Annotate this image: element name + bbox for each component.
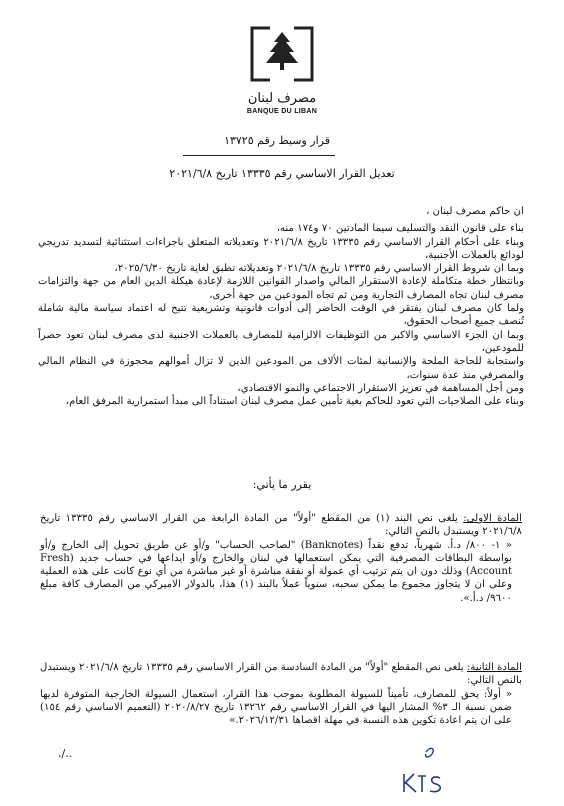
- article-one-intro: يلغى نص البند (١) من المقطع "أولاً" من المادة الرابعة من القرار الاساسي رقم ١٣٣٣٥ تاريخ ٢٠٢١/٦/٨ ويستبدل بالنص التالي:: [40, 513, 522, 538]
- preamble-line: واستجابة للحاجة الملحة والإنسانية لمئات الألاف من المودعين الذين لا تزال أموالهم محجوزة في النظام المالي والمصرفي منذ عدة سنوات،: [38, 356, 524, 381]
- preamble-line: ولما كان مصرف لبنان يفتقر في الوقت الحاضر إلى أدوات قانونية وتشريعية تتيح له اعتماد سياسة مالية شاملة تُنصف جميع أصحاب الحقوق،: [38, 303, 524, 328]
- document-subject: تعديل القرار الاساسي رقم ١٣٣٣٥ تاريخ ٢٠٢١/٦/٨: [169, 167, 395, 180]
- article-two-label: المادة الثانية:: [467, 662, 522, 673]
- article-two-item: « أولاً: يحق للمصارف، تأميناً للسيولة المطلوبة بموجب هذا القرار، استعمال السيولة الخارجية المتوفرة لديها ضمن نسبة الـ ٣% المشار اليها في القرار الاساسي رقم ١٣٢٦٢ تاريخ ٢٠٢٠/٨/٢٧ (التعميم الاساسي رقم ١٥٤) على ان يتم اعادة تكوين هذه النسبة في مهلة اقصاها ٢٠٢٦/١٢/٣١.»: [40, 688, 512, 727]
- preamble-line: ومن أجل المساهمة في تعزيز الاستقرار الاجتماعي والنمو الاقتصادي،: [237, 382, 524, 394]
- preamble-line: بناء على قانون النقد والتسليف سيما المادتين ٧٠ و١٧٤ منه،: [276, 223, 524, 235]
- preamble-line: وبانتظار خطة متكاملة لإعادة الاستقرار المالي واصدار القوانين اللازمة لإعادة هيكلة الدين العام من جهة والتزامات مصرف لبنان تجاه المصارف التجارية ومن ثم تجاه المودعين من جهة أخرى،: [38, 276, 524, 301]
- preamble-line: وبناء على أحكام القرار الاساسي رقم ١٣٣٣٥ تاريخ ٢٠٢١/٦/٨ وتعديلاته المتعلق باجراءات استثنائية لتسديد تدريجي لودائع بالعملات الأجنبية،: [38, 236, 525, 261]
- cedar-logo-icon: [244, 26, 320, 82]
- preamble: [38, 205, 524, 408]
- article-one-label: المادة الاولى:: [463, 513, 522, 524]
- decision-number: قرار وسيط رقم ١٣٧٢٥: [224, 134, 330, 147]
- article-two-intro: يلغى نص المقطع "أولاً" من المادة السادسة من القرار الاساسي رقم ١٣٣٣٥ تاريخ ٢٠٢١/٦/٨ ويستبدل بالنص التالي:: [40, 662, 522, 687]
- decides-heading: يقرر ما يأتي:: [252, 478, 312, 491]
- signature-initials: [396, 744, 476, 796]
- continuation-mark: ./..: [58, 747, 73, 760]
- article-one-item: « ١- ٨٠٠/ د.أ. شهرياً، تدفع نقداً (Banknotes) "لصاحب الحساب" و/أو عن طريق تحويل إلى الخارج و/أو بواسطة البطاقات المصرفية التي يمكن استعمالها في لبنان والخارج و/أو ايداعها في حساب جديد (Fresh Account) وذلك دون ان يتم ترتيب أي عمولة أو نفقة مباشرة أو غير مباشرة من أي نوع كانت على هذه العملية وعلى ان لا يتجاوز مجموع ما يمكن سحبه، سنوياً عملاً بالبند (١) هذا، بالدولار الاميركي من المصارف كافة مبلغ ٩٦٠٠/ د.أ.».: [40, 539, 512, 604]
- article-one: [40, 512, 522, 605]
- preamble-line: وبما ان شروط القرار الاساسي رقم ١٣٣٣٥ تاريخ ٢٠٢١/٦/٨ وتعديلاته تطبق لغاية تاريخ ٢٠٢٥/٦/٣٠،: [114, 263, 524, 275]
- header-divider: [183, 155, 335, 156]
- bank-name-french: BANQUE DU LIBAN: [246, 108, 318, 115]
- article-two: [40, 661, 522, 727]
- preamble-line: وبناء على الصلاحيات التي تعود للحاكم بغية تأمين عمل مصرف لبنان استناداً الى مبدأ استمرارية المرفق العام،: [65, 396, 524, 408]
- preamble-line: وبما ان الجزء الاساسي والاكبر من التوظيفات الالزامية للمصارف بالعملات الاجنبية لدى مصرف لبنان تعود حصراً للمودعين،: [38, 329, 524, 354]
- preamble-line: ان حاكم مصرف لبنان ،: [426, 206, 524, 217]
- bank-name-arabic: مصرف لبنان: [247, 91, 317, 106]
